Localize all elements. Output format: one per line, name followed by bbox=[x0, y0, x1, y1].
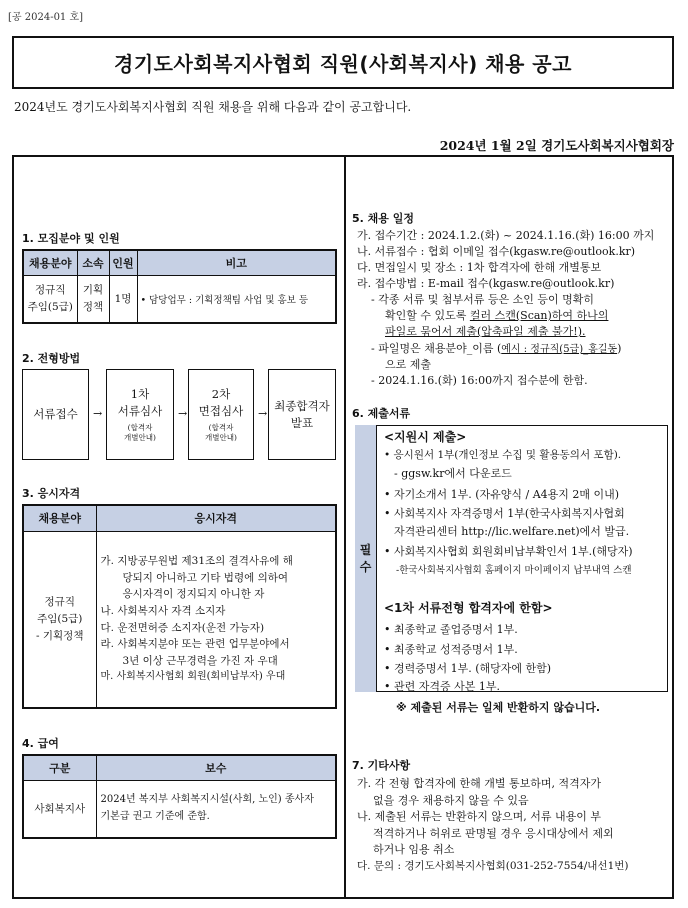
other-line: 적격하거나 허위로 판명될 경우 응시대상에서 제외 bbox=[373, 827, 614, 840]
schedule-line: 가. 접수기간 : 2024.1.2.(화) ~ 2024.1.16.(화) 16:00 까지 bbox=[357, 229, 655, 242]
qualification-cell: 가. 지방공무원법 제31조의 결격사유에 해 당되지 아니하고 기타 법령에 의하여 응시자격이 정지되지 아니한 자 나. 사회복지사 자격 소지자 다. 운전면허증 소지자(운전 가능자) 라. 사회복지분야 또는 관련 업무분야에서 3년 이상 근무경력을 가진 자 우대 마. 사회복지사협회 회원(회비납부자) 우대 bbox=[96, 531, 336, 708]
document-number: [공 2024-01 호] bbox=[8, 12, 84, 23]
section5-title: 5. 채용 일정 bbox=[352, 212, 414, 225]
schedule-line: 다. 면접일시 및 장소 : 1차 합격자에 한해 개별통보 bbox=[357, 261, 602, 274]
document-item: • 경력증명서 1부. (해당자에 한함) bbox=[384, 662, 552, 675]
contact-line: 다. 문의 : 경기도사회복지사협회(031-252-7554/내선1번) bbox=[357, 860, 629, 872]
return-notice: ※ 제출된 서류는 일체 반환하지 않습니다. bbox=[396, 701, 601, 714]
recruitment-table bbox=[22, 249, 337, 324]
header-pay: 보수 bbox=[96, 755, 336, 780]
header-count: 인원 bbox=[109, 250, 137, 275]
page-title: 경기도사회복지사협회 직원(사회복지사) 채용 공고 bbox=[114, 52, 572, 76]
schedule-line: 나. 서류접수 : 협회 이메일 접수(kgasw.re@outlook.kr) bbox=[357, 245, 636, 258]
field-cell: 정규직 주임(5급) bbox=[23, 275, 77, 323]
title-box bbox=[12, 36, 674, 89]
document-item: • 사회복지사 자격증명서 1부(한국사회복지사협회 bbox=[384, 507, 625, 520]
schedule-subline: 으로 제출 bbox=[385, 358, 432, 371]
table-row bbox=[23, 780, 336, 838]
document-item: • 최종학교 졸업증명서 1부. bbox=[384, 623, 518, 636]
count-cell: 1명 bbox=[109, 275, 137, 323]
required-label: 필 수 bbox=[355, 425, 377, 692]
document-item: • 관련 자격증 사본 1부. bbox=[384, 680, 500, 693]
document-subitem: - ggsw.kr에서 다운로드 bbox=[394, 467, 512, 480]
flow-arrow-icon: → bbox=[93, 407, 103, 420]
schedule-subline: 파일로 묶어서 제출(압축파일 제출 불가!). bbox=[385, 325, 586, 338]
issuer-line: 2024년 1월 2일 경기도사회복지사협회장 bbox=[439, 138, 674, 153]
other-line: 없을 경우 채용하지 않을 수 있음 bbox=[373, 794, 529, 807]
flow-arrow-icon: → bbox=[178, 407, 188, 420]
pay-cell: 2024년 복지부 사회복지시설(사회, 노인) 종사자 기본급 권고 기준에 준함. bbox=[96, 780, 336, 838]
flow-arrow-icon: → bbox=[258, 407, 268, 420]
section4-title: 4. 급여 bbox=[22, 737, 59, 750]
flow-step-interview: 2차 면접심사 (합격자 개별안내) bbox=[188, 369, 254, 460]
dept-cell: 기획 정책 bbox=[77, 275, 109, 323]
group1-title: <지원시 제출> bbox=[384, 430, 467, 444]
section7-title: 7. 기타사항 bbox=[352, 759, 411, 772]
group2-title: <1차 서류전형 합격자에 한함> bbox=[384, 601, 553, 615]
column-divider bbox=[344, 155, 346, 899]
header-category: 구분 bbox=[23, 755, 96, 780]
schedule-subline: - 각종 서류 및 첨부서류 등은 소인 등이 명확히 bbox=[371, 293, 594, 306]
header-field: 채용분야 bbox=[23, 250, 77, 275]
table-row bbox=[23, 275, 336, 323]
flow-step-document-review: 1차 서류심사 (합격자 개별안내) bbox=[106, 369, 174, 460]
field-cell: 정규직 주임(5급) - 기획정책 bbox=[23, 531, 96, 708]
document-item: • 최종학교 성적증명서 1부. bbox=[384, 643, 518, 656]
section3-title: 3. 응시자격 bbox=[22, 487, 81, 500]
schedule-subline: - 파일명은 채용분야_이름 (예시 : 정규직(5급)_홍길동) bbox=[371, 342, 622, 355]
table-row bbox=[23, 531, 336, 708]
document-item: • 응시원서 1부(개인정보 수집 및 활용동의서 포함). bbox=[384, 449, 622, 461]
qualification-table bbox=[22, 504, 337, 709]
section1-title: 1. 모집분야 및 인원 bbox=[22, 232, 120, 245]
schedule-subline: - 2024.1.16.(화) 16:00까지 접수분에 한함. bbox=[371, 374, 588, 387]
header-field: 채용분야 bbox=[23, 505, 96, 531]
document-item: • 자기소개서 1부. (자유양식 / A4용지 2매 이내) bbox=[384, 488, 620, 501]
other-line: 가. 각 전형 합격자에 한해 개별 통보하며, 적격자가 bbox=[357, 777, 601, 790]
schedule-subline: 확인할 수 있도록 컬러 스캔(Scan)하여 하나의 bbox=[385, 309, 609, 322]
flow-step-final-announcement: 최종합격자 발표 bbox=[268, 369, 336, 460]
document-subitem: 자격관리센터 http://lic.welfare.net)에서 발급. bbox=[394, 525, 630, 538]
section6-title: 6. 제출서류 bbox=[352, 407, 411, 420]
other-line: 하거나 임용 취소 bbox=[373, 843, 455, 856]
note-cell: • 담당업무 : 기획정책팀 사업 및 홍보 등 bbox=[137, 275, 336, 323]
header-note: 비고 bbox=[137, 250, 336, 275]
header-dept: 소속 bbox=[77, 250, 109, 275]
other-line: 나. 제출된 서류는 반환하지 않으며, 서류 내용이 부 bbox=[357, 810, 601, 823]
intro-text: 2024년도 경기도사회복지사협회 직원 채용을 위해 다음과 같이 공고합니다. bbox=[14, 100, 412, 114]
header-qualification: 응시자격 bbox=[96, 505, 336, 531]
flow-step-application: 서류접수 bbox=[22, 369, 89, 460]
document-subitem: -한국사회복지사협회 홈페이지 마이페이지 납부내역 스캔 bbox=[396, 565, 632, 576]
salary-table bbox=[22, 754, 337, 839]
category-cell: 사회복지사 bbox=[23, 780, 96, 838]
schedule-line: 라. 접수방법 : E-mail 접수(kgasw.re@outlook.kr) bbox=[357, 277, 615, 290]
document-item: • 사회복지사협회 회원회비납부확인서 1부.(해당자) bbox=[384, 545, 633, 558]
section2-title: 2. 전형방법 bbox=[22, 352, 81, 365]
